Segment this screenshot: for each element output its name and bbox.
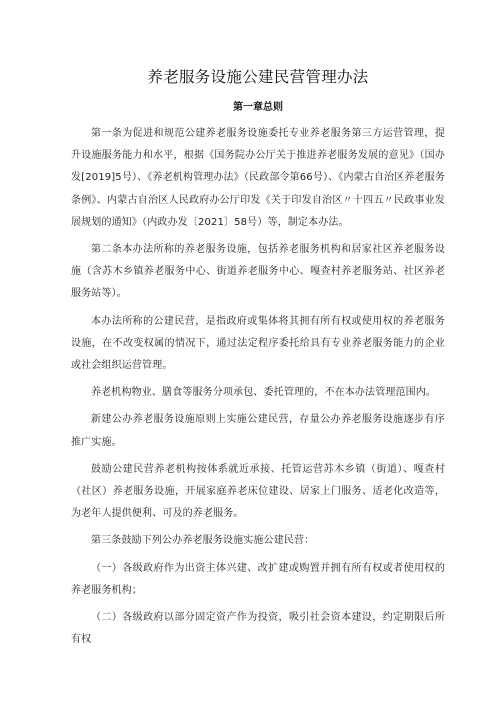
document-body xyxy=(71,123,445,651)
paragraph-item-1: （一）各级政府作为出资主体兴建、改扩建或购置并拥有所有权或者使用权的养老服务机构； xyxy=(71,562,445,596)
paragraph-item-2: （二）各级政府以部分固定资产作为投资，吸引社会资本建设，约定期限后所有权 xyxy=(71,612,445,646)
paragraph-new-facilities: 新建公办养老服务设施原则上实施公建民营，存量公办养老服务设施逐步有序推广实施。 xyxy=(71,414,445,448)
document-title: 养老服务设施公建民营管理办法 xyxy=(147,68,369,86)
paragraph-article-3: 第三条鼓励下列公办养老服务设施实施公建民营： xyxy=(91,535,315,547)
paragraph-article-2: 第二条本办法所称的养老服务设施，包括养老服务机构和居家社区养老服务设施（含苏木乡镇养老服务中心、街道养老服务中心、嘎查村养老服务站、社区养老服务站等）。 xyxy=(71,244,445,300)
chapter-heading: 第一章总则 xyxy=(233,102,283,113)
paragraph-encourage: 鼓励公建民营养老机构按体系就近承接、托管运营苏木乡镇（街道）、嘎查村（社区）养老服务设施，开展家庭养老床位建设、居家上门服务、适老化改造等，为老年人提供便利、可及的养老服务。 xyxy=(71,463,445,520)
paragraph-exclusion: 养老机构物业、膳食等服务分项承包、委托管理的，不在本办法管理范围内。 xyxy=(91,387,437,399)
paragraph-article-1: 第一条为促进和规范公建养老服务设施委托专业养老服务第三方运营管理，提升设施服务能力和水平，根据《国务院办公厅关于推进养老服务发展的意见》（国办发[2019]5号）、《养老机构管理办法》（民政部令第66号）、《内蒙古自治区养老服务条例》、内蒙古自治区人民政府办公厅印发《关于印发自治区〃十四五〃民政事业发展规划的通知》（内政办发〔2021〕58号）等，制定本办法。 xyxy=(71,128,445,228)
paragraph-definition: 本办法所称的公建民营，是指政府或集体将其拥有所有权或使用权的养老服务设施，在不改变权属的情况下，通过法定程序委托给具有专业养老服务能力的企业或社会组织运营管理。 xyxy=(71,315,445,372)
